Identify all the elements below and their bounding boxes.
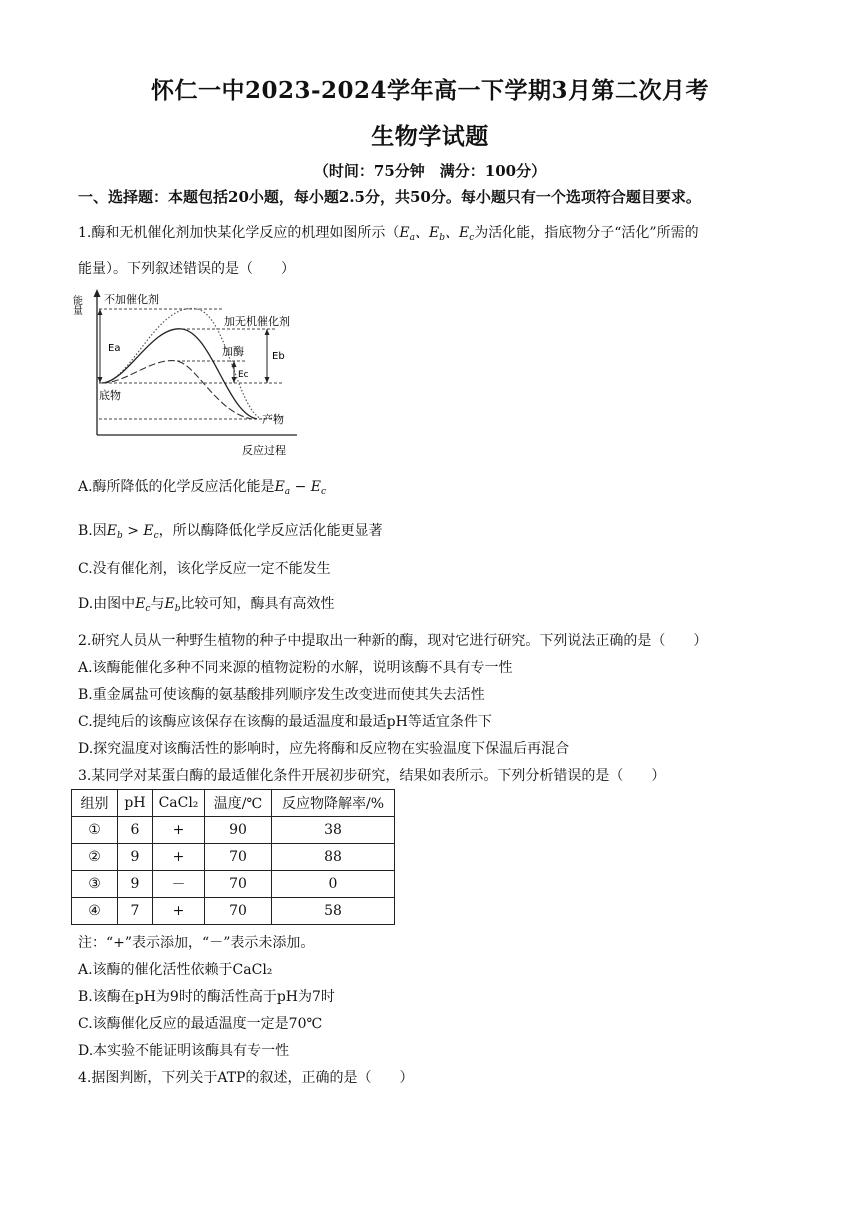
table-cell: 90 [205, 817, 272, 844]
label-inorganic-catalyst: 加无机催化剂 [224, 315, 290, 328]
label-product: 产物 [262, 413, 284, 426]
table-cell: + [153, 898, 205, 925]
table-cell: ② [72, 844, 118, 871]
table-row [72, 898, 395, 925]
table-header-cell: 组别 [72, 790, 118, 817]
table-cell: ③ [72, 871, 118, 898]
q2-option-d: D.探究温度对该酶活性的影响时，应先将酶和反应物在实验温度下保温后再混合 [78, 741, 570, 757]
q1-option-d: D.由图中$E_c$与$E_b$比较可知，酶具有高效性 [78, 596, 335, 614]
q3-results-table [71, 789, 395, 925]
eb-label: Eb [272, 351, 285, 362]
y-axis-arrow [94, 289, 101, 297]
q1-option-a: A.酶所降低的化学反应活化能是$E_a - E_c$ [78, 479, 327, 497]
q2-option-b: B.重金属盐可使该酶的氨基酸排列顺序发生改变进而使其失去活性 [78, 687, 485, 703]
table-cell: 70 [205, 898, 272, 925]
q3-option-d: D.本实验不能证明该酶具有专一性 [78, 1043, 290, 1059]
label-substrate: 底物 [99, 389, 121, 402]
table-cell: － [153, 871, 205, 898]
exam-time-score: （时间：75分钟 满分：100分） [313, 162, 547, 180]
table-row [72, 871, 395, 898]
q3-stem: 3.某同学对某蛋白酶的最适催化条件开展初步研究，结果如表所示。下列分析错误的是（ ） [78, 768, 666, 784]
table-cell: 9 [118, 871, 153, 898]
q3-option-a: A.该酶的催化活性依赖于CaCl₂ [78, 962, 273, 978]
q2-stem: 2.研究人员从一种野生植物的种子中提取出一种新的酶，现对它进行研究。下列说法正确的是（ ） [78, 633, 708, 649]
table-header-cell: CaCl₂ [153, 790, 205, 817]
table-header-row [72, 790, 395, 817]
table-cell: 6 [118, 817, 153, 844]
table-cell: 38 [272, 817, 395, 844]
table-cell: 70 [205, 844, 272, 871]
x-axis-label: 反应过程 [242, 444, 286, 457]
exam-subject-title: 生物学试题 [371, 123, 489, 150]
table-header-cell: 反应物降解率/% [272, 790, 395, 817]
q4-stem: 4.据图判断，下列关于ATP的叙述，正确的是（ ） [78, 1070, 414, 1086]
q3-table-note: 注：“+”表示添加，“－”表示未添加。 [78, 935, 315, 951]
label-enzyme: 加酶 [222, 345, 244, 358]
table-cell: 0 [272, 871, 395, 898]
table-cell: ① [72, 817, 118, 844]
table-header-cell: pH [118, 790, 153, 817]
table-row [72, 817, 395, 844]
exam-title: 怀仁一中2023-2024学年高一下学期3月第二次月考 [150, 77, 710, 104]
table-cell: 88 [272, 844, 395, 871]
q1-option-c: C.没有催化剂，该化学反应一定不能发生 [78, 561, 331, 577]
activation-energy-figure [72, 285, 312, 460]
q2-option-a: A.该酶能催化多种不同来源的植物淀粉的水解，说明该酶不具有专一性 [78, 660, 513, 676]
q2-option-c: C.提纯后的该酶应该保存在该酶的最适温度和最适pH等适宜条件下 [78, 714, 492, 730]
table-cell: 58 [272, 898, 395, 925]
q1-option-b: B.因$E_b > E_c$，所以酶降低化学反应活化能更显著 [78, 523, 383, 541]
table-cell: 9 [118, 844, 153, 871]
q3-option-c: C.该酶催化反应的最适温度一定是70℃ [78, 1016, 323, 1032]
table-cell: + [153, 844, 205, 871]
section-heading: 一、选择题：本题包括20小题，每小题2.5分，共50分。每小题只有一个选项符合题目要求。 [78, 188, 701, 206]
ea-label: Ea [108, 343, 121, 354]
ec-label: Ec [238, 370, 249, 380]
q1-stem-line2: 能量）。下列叙述错误的是（ ） [78, 261, 295, 277]
table-cell: 7 [118, 898, 153, 925]
y-axis-label: 能量 [70, 295, 82, 315]
q3-option-b: B.该酶在pH为9时的酶活性高于pH为7时 [78, 989, 335, 1005]
q1-stem-line1: 1.酶和无机催化剂加快某化学反应的机理如图所示（$E_a$、$E_b$、$E_c$为活化能，指底物分子“活化”所需的 [78, 225, 699, 243]
label-no-catalyst: 不加催化剂 [104, 293, 159, 306]
table-row [72, 844, 395, 871]
table-cell: + [153, 817, 205, 844]
table-cell: ④ [72, 898, 118, 925]
table-header-cell: 温度/℃ [205, 790, 272, 817]
table-cell: 70 [205, 871, 272, 898]
